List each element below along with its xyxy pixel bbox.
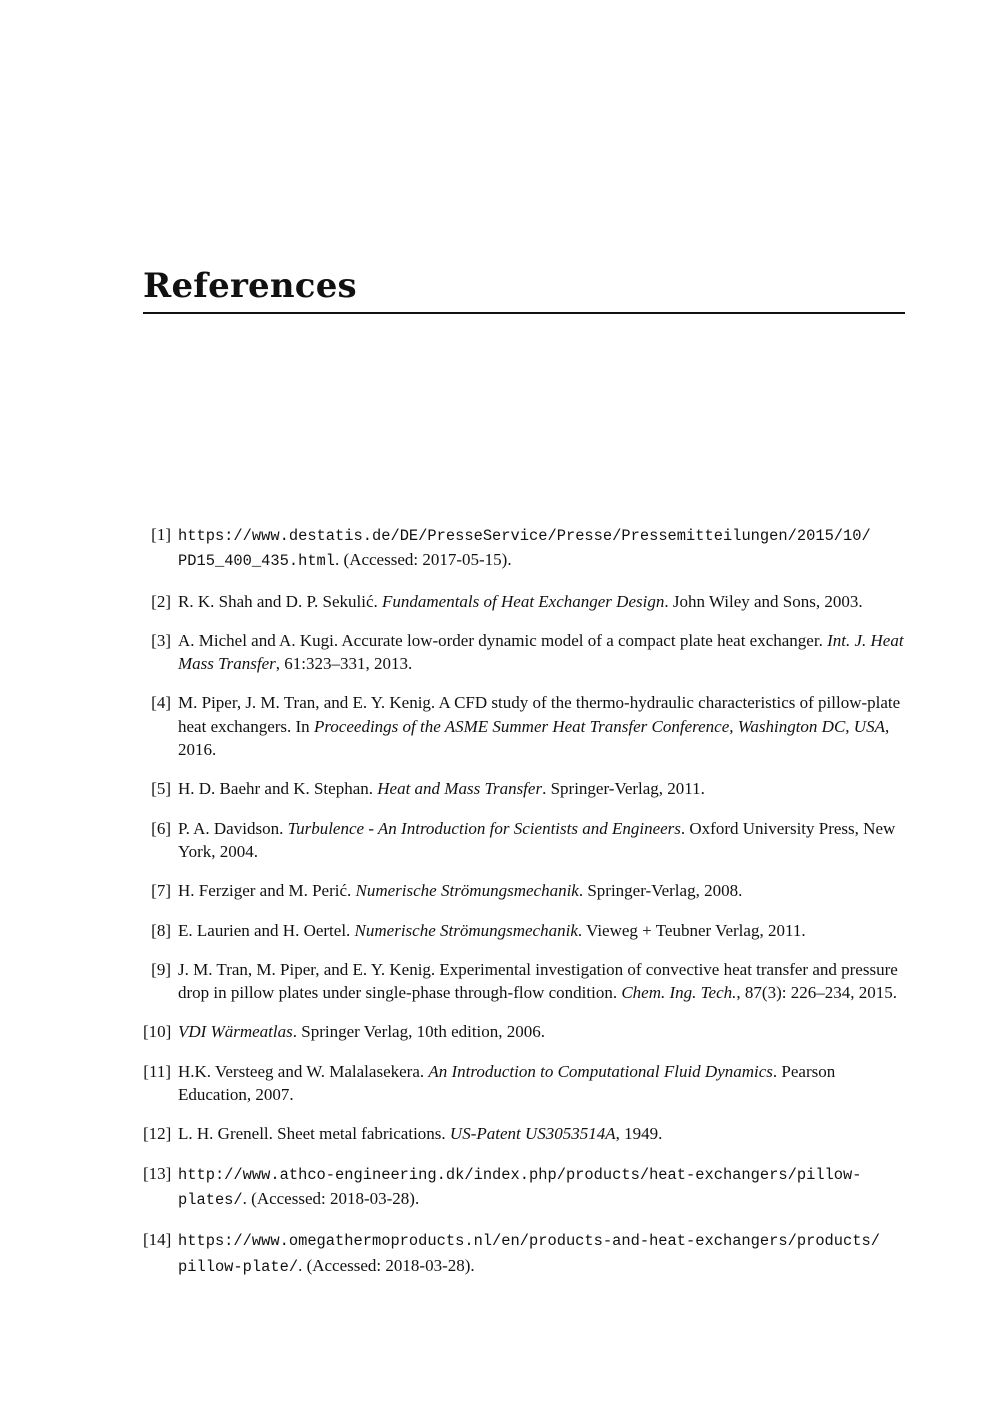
reference-text — [178, 1162, 905, 1213]
reference-text — [178, 523, 905, 574]
reference-text — [178, 590, 905, 613]
reference-number: [8] — [151, 920, 171, 940]
reference-access-date: . (Accessed: 2018-03-28). — [242, 1188, 420, 1208]
reference-authors: R. K. Shah and D. P. Sekulić. — [178, 591, 382, 611]
reference-text — [178, 1228, 905, 1279]
reference-year: , 1949. — [615, 1124, 663, 1144]
reference-number: [9] — [151, 959, 171, 979]
reference-text — [178, 777, 905, 800]
reference-authors: E. Laurien and H. Oertel. — [178, 920, 355, 940]
reference-list — [143, 523, 905, 1295]
reference-text — [178, 958, 905, 1005]
reference-text — [178, 629, 905, 676]
reference-text — [178, 1020, 905, 1043]
reference-text — [178, 691, 905, 761]
reference-publisher: . Springer-Verlag, 2008. — [578, 881, 743, 901]
reference-volume: , 87(3): 226–234, 2015. — [736, 983, 897, 1003]
reference-title: Turbulence - An Introduction for Scientists and Engineers — [287, 818, 681, 838]
reference-item-6 — [143, 817, 905, 864]
reference-year: , 2016. — [178, 716, 890, 760]
reference-text — [178, 1060, 905, 1107]
reference-url[interactable]: https://www.destatis.de/DE/PresseService/Presse/Pressemitteilungen/2015/10/PD15_400_435.html — [178, 527, 871, 571]
title-rule — [143, 312, 905, 314]
reference-title: Fundamentals of Heat Exchanger Design — [382, 591, 665, 611]
reference-number: [1] — [151, 525, 171, 544]
reference-title: VDI Wärmeatlas — [178, 1022, 293, 1042]
reference-authors: M. Piper, J. M. Tran, and E. Y. Kenig. A CFD study of the thermo-hydraulic characteristics of pillow-plate heat exchangers. In — [178, 693, 901, 736]
reference-authors: A. Michel and A. Kugi. Accurate low-order dynamic model of a compact plate heat exchanger. — [178, 630, 828, 650]
reference-text — [178, 817, 905, 864]
reference-number: [5] — [151, 779, 171, 799]
reference-item-12 — [143, 1122, 905, 1145]
reference-title: Numerische Strömungsmechanik — [355, 881, 579, 901]
reference-item-11 — [143, 1060, 905, 1107]
reference-title: Heat and Mass Transfer — [377, 779, 543, 799]
reference-publisher: . Springer Verlag, 10th edition, 2006. — [292, 1022, 546, 1042]
reference-number: [12] — [143, 1124, 172, 1144]
reference-publisher: . Vieweg + Teubner Verlag, 2011. — [577, 920, 806, 940]
reference-item-3 — [143, 629, 905, 676]
reference-title: Numerische Strömungsmechanik — [354, 920, 578, 940]
reference-item-1 — [143, 523, 905, 574]
reference-authors: L. H. Grenell. Sheet metal fabrications. — [178, 1124, 450, 1144]
reference-url[interactable]: http://www.athco-engineering.dk/index.php/products/heat-exchangers/pillow-plates/ — [178, 1165, 862, 1209]
reference-url[interactable]: https://www.omegathermoproducts.nl/en/products-and-heat-exchangers/products/pillow-plate/ — [178, 1232, 880, 1276]
reference-publisher: . Pearson Education, 2007. — [178, 1061, 836, 1105]
reference-publisher: . Springer-Verlag, 2011. — [542, 779, 705, 799]
reference-publisher: . John Wiley and Sons, 2003. — [664, 591, 863, 611]
reference-text — [178, 879, 905, 902]
reference-item-13 — [143, 1162, 905, 1213]
reference-item-7 — [143, 879, 905, 902]
reference-item-8 — [143, 919, 905, 942]
reference-number: [10] — [143, 1022, 172, 1042]
reference-authors: P. A. Davidson. — [178, 818, 288, 838]
reference-number: [7] — [151, 881, 171, 901]
reference-item-5 — [143, 777, 905, 800]
reference-item-10 — [143, 1020, 905, 1043]
reference-item-4 — [143, 691, 905, 761]
reference-number: [14] — [143, 1230, 172, 1250]
reference-title: An Introduction to Computational Fluid Dynamics — [428, 1061, 773, 1081]
reference-number: [11] — [143, 1061, 171, 1081]
reference-patent: US-Patent US3053514A — [449, 1124, 616, 1144]
reference-number: [2] — [151, 591, 171, 611]
page-title: References — [143, 266, 357, 306]
reference-authors: J. M. Tran, M. Piper, and E. Y. Kenig. Experimental investigation of convective heat transfer and pressure drop in pillow plates under single-phase through-flow condition. — [178, 959, 898, 1003]
reference-number: [4] — [151, 693, 171, 713]
reference-journal: Int. J. Heat Mass Transfer — [178, 630, 904, 674]
reference-access-date: . (Accessed: 2017-05-15). — [335, 550, 512, 570]
reference-publisher: . Oxford University Press, New York, 2004. — [178, 818, 896, 861]
reference-authors: H. D. Baehr and K. Stephan. — [178, 779, 378, 799]
reference-item-14 — [143, 1228, 905, 1279]
reference-item-2 — [143, 590, 905, 613]
reference-volume: , 61:323–331, 2013. — [275, 654, 413, 674]
reference-access-date: . (Accessed: 2018-03-28). — [298, 1255, 475, 1275]
reference-number: [6] — [151, 818, 171, 838]
reference-text — [178, 1122, 905, 1145]
reference-authors: H. Ferziger and M. Perić. — [178, 881, 356, 901]
reference-authors: H.K. Versteeg and W. Malalasekera. — [178, 1061, 429, 1081]
reference-journal: Chem. Ing. Tech. — [621, 983, 737, 1003]
reference-text — [178, 919, 905, 942]
reference-number: [13] — [143, 1163, 172, 1183]
reference-number: [3] — [151, 630, 171, 650]
reference-item-9 — [143, 958, 905, 1005]
reference-venue: Proceedings of the ASME Summer Heat Transfer Conference, Washington DC, USA — [313, 716, 885, 736]
